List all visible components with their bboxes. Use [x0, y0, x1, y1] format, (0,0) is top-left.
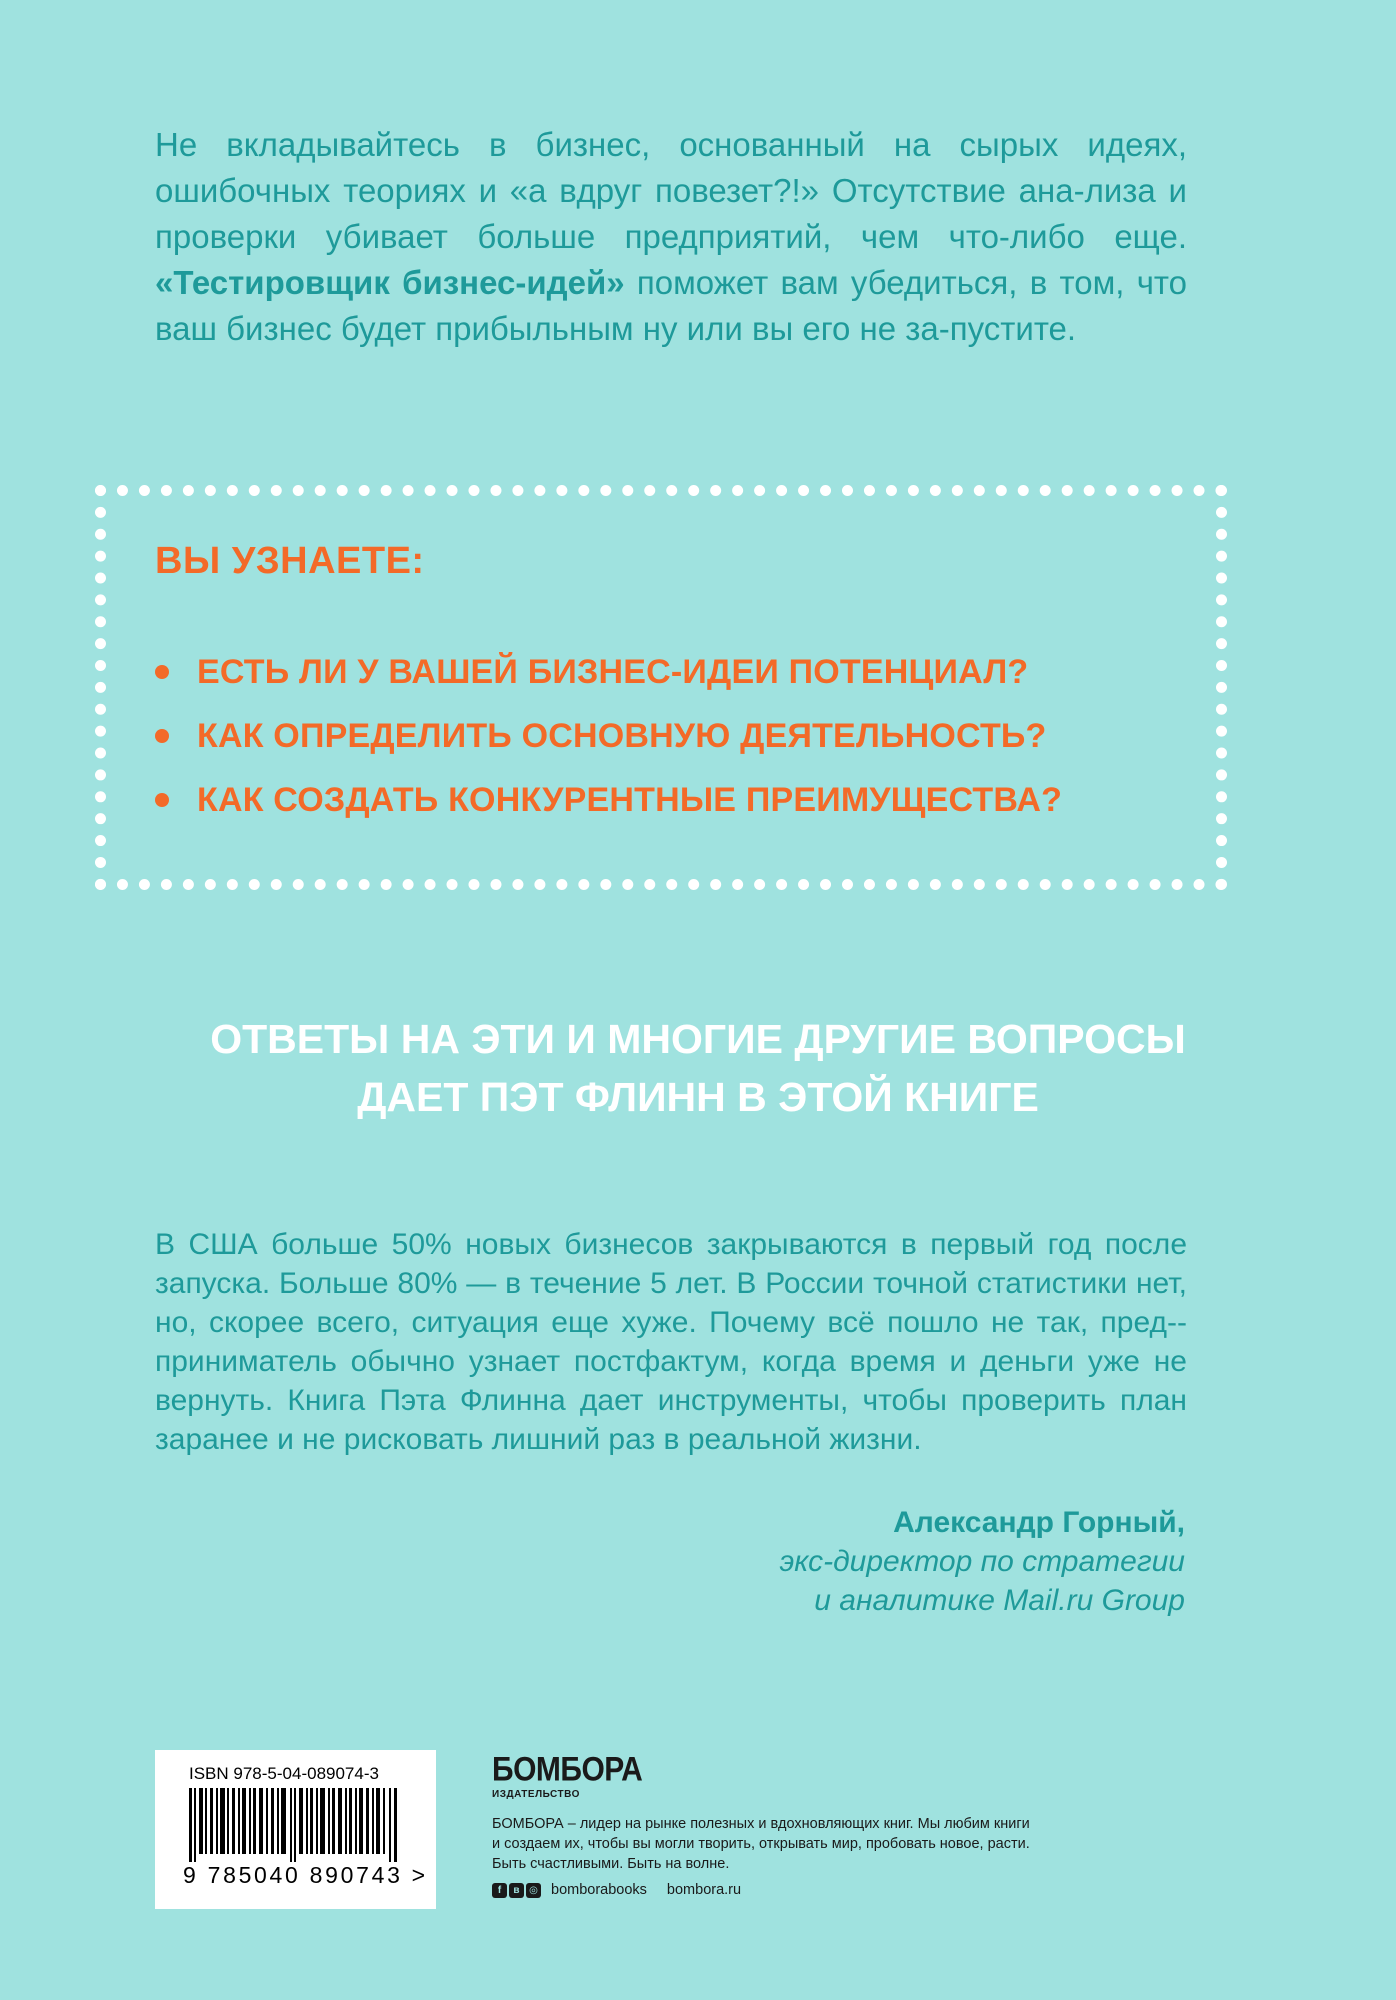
bullet-dot-icon — [155, 665, 169, 679]
list-item — [155, 704, 1062, 768]
isbn-label: ISBN 978-5-04-089074-3 — [189, 1764, 379, 1783]
answers-heading — [0, 1010, 1396, 1126]
intro-text-before: Не вкладывайтесь в бизнес, основанный на сырых идеях, ошибочных теориях и «а вдруг повезет?!» Отсутствие ана-лиза и проверки убивает больше предприятий, чем что-либо еще. — [155, 126, 1187, 255]
publisher-links — [492, 1882, 1032, 1898]
publisher-site: bombora.ru — [666, 1882, 742, 1898]
learn-item-text: КАК СОЗДАТЬ КОНКУРЕНТНЫЕ ПРЕИМУЩЕСТВА? — [197, 780, 1063, 819]
intro-paragraph — [155, 122, 1187, 352]
bullet-dot-icon — [155, 793, 169, 807]
barcode-icon — [189, 1788, 403, 1862]
publisher-block — [492, 1750, 1032, 1898]
author-name: Александр Горный, — [893, 1506, 1185, 1539]
learn-list — [155, 640, 1062, 832]
list-item — [155, 640, 1062, 704]
publisher-subtitle: ИЗДАТЕЛЬСТВО — [492, 1789, 580, 1800]
vk-icon: в — [509, 1883, 524, 1898]
intro-book-title: «Тестировщик бизнес-идей» — [155, 264, 625, 301]
author-role-line-1: экс-директор по стратегии — [779, 1545, 1185, 1578]
learn-item-text: ЕСТЬ ЛИ У ВАШЕЙ БИЗНЕС-ИДЕИ ПОТЕНЦИАЛ? — [197, 652, 1029, 691]
list-item — [155, 768, 1062, 832]
instagram-icon: ◎ — [526, 1883, 541, 1898]
social-handle: bomborabooks — [551, 1882, 647, 1898]
facebook-icon: f — [492, 1883, 507, 1898]
publisher-description: БОМБОРА – лидер на рынке полезных и вдохновляющих книг. Мы любим книги и создаем их, чтобы вы могли творить, открывать мир, пробовать новое, расти. Быть счастливыми. Быть на волне. — [492, 1816, 1030, 1872]
author-role-line-2: и аналитике Mail.ru Group — [814, 1584, 1185, 1617]
answers-line-1: ОТВЕТЫ НА ЭТИ И МНОГИЕ ДРУГИЕ ВОПРОСЫ — [210, 1016, 1186, 1062]
isbn-barcode-block — [155, 1750, 436, 1909]
answers-line-2: ДАЕТ ПЭТ ФЛИНН В ЭТОЙ КНИГЕ — [357, 1074, 1039, 1120]
publisher-logo: БОМБОРА — [492, 1750, 643, 1789]
bullet-dot-icon — [155, 729, 169, 743]
barcode-digits: 9 785040 890743 > — [183, 1862, 428, 1888]
endorsement-quote: В США больше 50% новых бизнесов закрываются в первый год после запуска. Больше 80% — в течение 5 лет. В России точной статистики нет, но, скорее всего, ситуация еще хуже. Почему всё пошло не так, пред-приниматель обычно узнает постфактум, когда время и деньги уже не вернуть. Книга Пэта Флинна дает инструменты, чтобы проверить план заранее и не рисковать лишний раз в реальной жизни. — [155, 1228, 1187, 1456]
intro-text-after: поможет вам убедиться, в том, что ваш бизнес будет прибыльным ну или вы его не за-пустите. — [155, 264, 1188, 347]
learn-item-text: КАК ОПРЕДЕЛИТЬ ОСНОВНУЮ ДЕЯТЕЛЬНОСТЬ? — [197, 716, 1047, 755]
learn-title: ВЫ УЗНАЕТЕ: — [155, 540, 425, 582]
endorsement-author — [780, 1503, 1185, 1620]
